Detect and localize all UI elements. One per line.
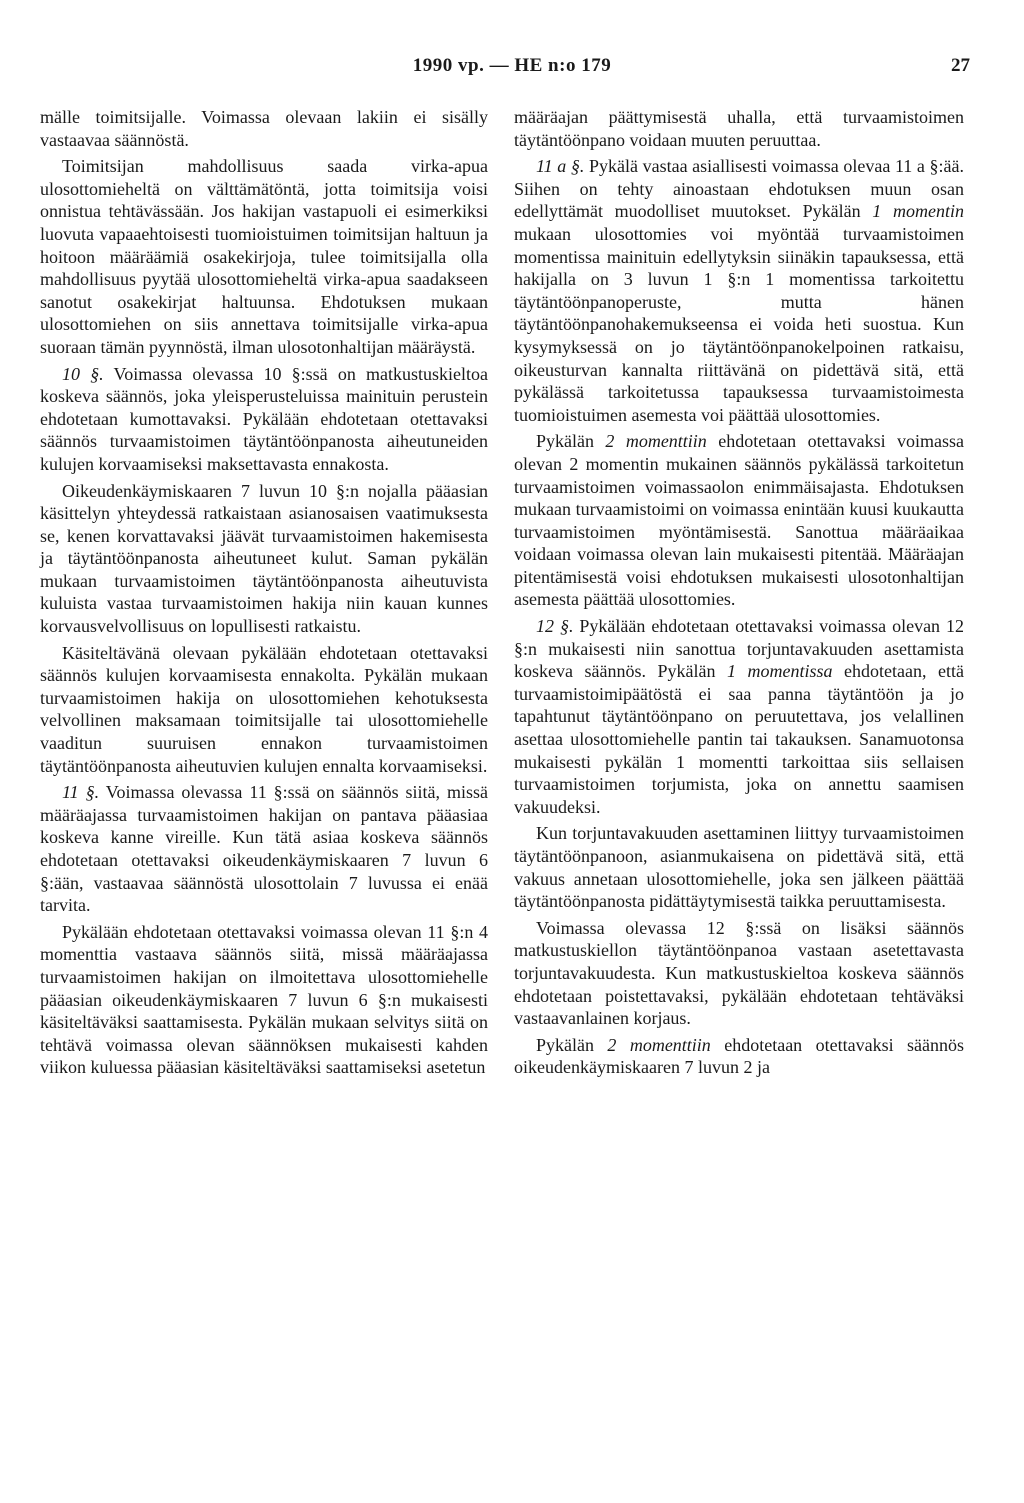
paragraph-text: Pykälän	[536, 431, 606, 452]
paragraph	[514, 615, 964, 818]
paragraph-text: Kun torjuntavakuuden asettaminen liittyy turvaamistoimen täytäntöönpanoon, asianmukaisena on pidettävä sitä, että vakuus annetaan ulosottomiehelle, joka sen jälkeen päättää täytäntöönpanosta pidättäytymisestä taikka peruuttamisesta.	[514, 823, 964, 912]
paragraph	[514, 917, 964, 1030]
paragraph-text: Pykälän	[536, 1034, 608, 1055]
paragraph-text-tail: ehdotetaan, että turvaamistoimipäätöstä ei saa panna täytäntöön ja jo tapahtunut täytäntöönpano on peruutettava, jos velallinen asettaa ulosottomiehelle pantin tai takauksen. Sanamuotonsa mukaisesti pykälän 1 momentti tarkoittaa siis sellaisen turvaamistoimen torjumista, joka on annettu saamisen vakuudeksi.	[514, 661, 964, 817]
paragraph-text: Käsiteltävänä olevaan pykälään ehdotetaan otettavaksi säännös kulujen korvaamisesta ennakolta. Pykälän mukaan turvaamistoimen hakija on ulosottomiehen kehotuksesta velvollinen maksamaan toimitsijalle tai ulosottomiehelle vaaditun suuruisen ennakon turvaamistoimen täytäntöönpanosta aiheutuvien kulujen ennalta korvaamiseksi.	[40, 642, 488, 776]
page-number: 27	[951, 55, 970, 76]
paragraph	[40, 921, 488, 1079]
paragraph-text-tail: ehdotetaan otettavaksi säännös oikeudenkäymiskaaren 7 luvun 2 ja	[514, 1034, 964, 1078]
paragraph	[40, 480, 488, 638]
left-column	[40, 106, 488, 1083]
paragraph	[40, 106, 488, 151]
paragraph-text: Voimassa olevassa 11 §:ssä on säännös siitä, missä määräajassa turvaamistoimen hakijan on pantava pääasiaa koskeva kanne vireille. Kun tätä asiaa koskeva säännös ehdotetaan otettavaksi oikeudenkäymiskaaren 7 luvun 6 §:ään, vastaavaa säännöstä ulosottolain 7 luvussa ei enää tarvita.	[40, 782, 489, 916]
paragraph-text: Oikeudenkäymiskaaren 7 luvun 10 §:n nojalla pääasian käsittelyn yhteydessä ratkaistaan asianosaisen vaatimuksesta se, kenen korvattavaksi jäävät turvaamistoimen hakemisesta ja täytäntöönpanosta aiheutuneet kulut. Saman pykälän mukaan turvaamistoimen täytäntöönpanosta aiheutuvista kuluista vastaa turvaamistoimen hakija niin kauan kunnes korvausvelvollisuus on lopullisesti ratkaistu.	[40, 480, 488, 637]
paragraph-text: mälle toimitsijalle. Voimassa olevaan lakiin ei sisälly vastaavaa säännöstä.	[40, 107, 488, 150]
section-lead: 10 §.	[62, 363, 104, 384]
emphasis: 2 momenttiin	[607, 1034, 711, 1055]
paragraph-text: Voimassa olevassa 10 §:ssä on matkustuskieltoa koskeva säännös, joka yleisperusteluissa mainituin perustein ehdotetaan kumottavaksi. Pykälään ehdotetaan otettavaksi säännös turvaamistoimen täytäntöönpanosta aiheutuneiden kulujen korvaamiseksi maksettavasta ennakosta.	[40, 363, 488, 474]
section-lead: 11 §.	[62, 782, 100, 803]
section-lead: 12 §.	[536, 616, 574, 637]
section-lead: 11 a §.	[536, 156, 585, 177]
right-column	[514, 106, 964, 1083]
paragraph-text: Voimassa olevassa 12 §:ssä on lisäksi säännös matkustuskiellon täytäntöönpanoa vastaan asetettavasta torjuntavakuudesta. Kun matkustuskieltoa koskeva säännös ehdotetaan poistettavaksi, pykälään ehdotetaan tehtäväksi vastaavanlainen korjaus.	[514, 917, 964, 1029]
paragraph	[514, 1034, 964, 1079]
paragraph-text: Pykälään ehdotetaan otettavaksi voimassa olevan 12 §:n mukaisesti niin sanottua torjuntavakuuden asettamista koskeva säännös. Pykälän	[514, 616, 965, 682]
emphasis: 1 momentissa	[727, 661, 833, 682]
running-header: 1990 vp. — HE n:o 179	[412, 55, 612, 76]
paragraph	[40, 642, 488, 778]
paragraph-text: määräajan päättymisestä uhalla, että turvaamistoimen täytäntöönpano voidaan muuten peruuttaa.	[514, 107, 964, 150]
paragraph-text-tail: mukaan ulosottomies voi myöntää turvaamistoimen momentissa mainituin edellytyksin siinäkin tapauksessa, että hakijalla on 3 luvun 1 §:n 1 momentissa tarkoitettu täytäntöönpanoperuste, mutta hänen täytäntöönpanohakemukseensa ei voida heti suostua. Kun kysymyksessä on jo täytäntöönpanokelpoinen ratkaisu, oikeusturvan kannalta riittävänä on pidettävä sitä, että pykälässä tarkoitetussa tapauksessa turvaamistoimesta tuomioistuimen asemesta voi päättää ulosottomies.	[514, 223, 964, 425]
paragraph-text: Pykälä vastaa asiallisesti voimassa olevaa 11 a §:ää. Siihen on tehty ainoastaan ehdotuksen muun osan edellyttämät muodolliset muutokset. Pykälän	[514, 156, 964, 222]
emphasis: 1 momentin	[872, 201, 964, 222]
paragraph-text-tail: ehdotetaan otettavaksi voimassa olevan 2 momentin mukainen säännös pykälässä tarkoitetun turvaamistoimen voimassaolon enimmäisajasta. Ehdotuksen mukaan turvaamistoimi on voimassa enintään kuusi kuukautta turvaamistoimen myöntämisestä. Sanottua määräaikaa voidaan voimassa olevan lain mukaisesti pitentää. Määräajan pitentämisestä voisi ehdotuksen mukaisesti ulosotonhaltijan asemesta päättää ulosottomies.	[514, 431, 964, 610]
paragraph	[514, 430, 964, 611]
paragraph	[40, 363, 488, 476]
paragraph	[514, 106, 964, 151]
paragraph-text: Pykälään ehdotetaan otettavaksi voimassa olevan 11 §:n 4 momenttia vastaava säännös siitä, missä määräajassa turvaamistoimen hakijan on ilmoitettava ulosottomiehelle pääasian oikeudenkäymiskaaren 7 luvun 6 §:n mukaisesti käsiteltäväksi saattamisesta. Pykälän mukaan selvitys siitä on tehtävä voimassa olevan säännöksen mukaisesti kahden viikon kuluessa pääasian käsiteltäväksi saattamiseksi asetetun	[40, 921, 488, 1078]
paragraph	[40, 781, 488, 917]
paragraph	[40, 155, 488, 358]
paragraph	[514, 822, 964, 912]
emphasis: 2 momenttiin	[605, 431, 707, 452]
paragraph	[514, 155, 964, 426]
paragraph-text: Toimitsijan mahdollisuus saada virka-apua ulosottomieheltä on välttämätöntä, jotta toimitsija voisi onnistua tehtävässään. Jos hakijan vastapuoli ei esimerkiksi luovuta vapaaehtoisesti tuomioistuimen toimitsijan haltuun ja hoitoon määräämiä osakekirjoja, tulee toimitsijalla olla mahdollisuus pyytää ulosottomieheltä virka-apua saadakseen sanotut osakekirjat haltuunsa. Ehdotuksen mukaan ulosottomiehen on siis annettava toimitsijalle virka-apua suoraan tämän pyynnöstä, ilman ulosotonhaltijan määräystä.	[40, 156, 488, 357]
